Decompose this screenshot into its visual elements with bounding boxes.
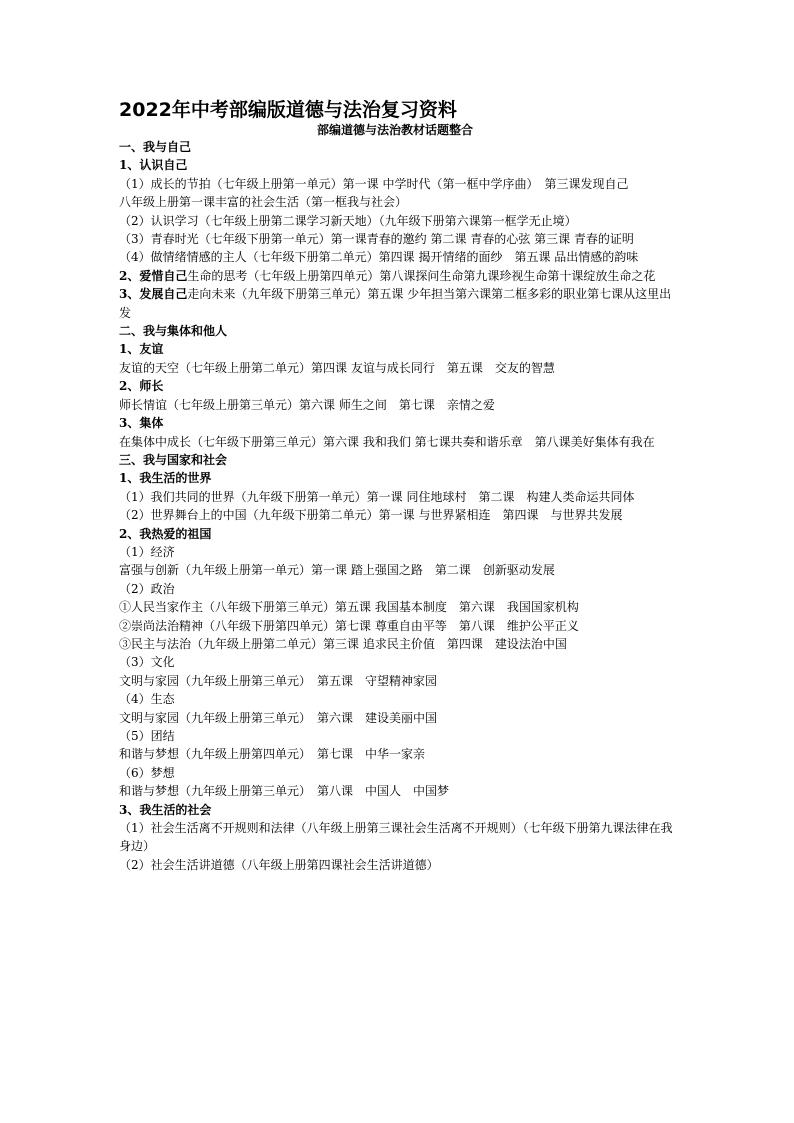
- section-heading: 一、我与自己: [119, 140, 192, 154]
- body-paragraph: 文明与家园（九年级上册第三单元） 第六课 建设美丽中国: [119, 710, 438, 725]
- section-heading: 三、我与国家和社会: [119, 452, 228, 467]
- body-paragraph: （2）认识学习（七年级上册第二课学习新天地）（九年级下册第六课第一框学无止境）: [119, 213, 577, 228]
- body-paragraph: （4）做情绪情感的主人（七年级下册第二单元）第四课 揭开情绪的面纱 第五课 品出情感的韵味: [119, 250, 639, 265]
- body-paragraph: [119, 285, 679, 322]
- section-heading: 1、友谊: [119, 342, 164, 357]
- body-paragraph: 和谐与梦想（九年级上册第四单元） 第七课 中华一家亲: [119, 747, 426, 762]
- paragraph-rest: 生命的思考（七年级上册第四单元）第八课探问生命第九课珍视生命第十课绽放生命之花: [187, 268, 656, 283]
- document-page: [119, 98, 679, 874]
- body-paragraph: （1）社会生活离不开规则和法律（八年级上册第三课社会生活离不开规则）（七年级下册第九课法律在我身边）: [119, 821, 673, 854]
- body-paragraph: （2）社会生活讲道德（八年级上册第四课社会生活讲道德）: [119, 857, 439, 872]
- body-paragraph: （5）团结: [119, 729, 175, 743]
- body-paragraph: （1）经济: [119, 544, 175, 559]
- body-paragraph: 八年级上册第一课丰富的社会生活（第一框我与社会）: [119, 195, 408, 210]
- body-paragraph: 友谊的天空（七年级上册第二单元）第四课 友谊与成长同行 第五课 交友的智慧: [119, 360, 555, 375]
- body-paragraph: ③民主与法治（九年级上册第二单元）第三课 追求民主价值 第四课 建设法治中国: [119, 636, 567, 651]
- body-paragraph: ②崇尚法治精神（八年级下册第四单元）第七课 尊重自由平等 第八课 维护公平正义: [119, 618, 579, 633]
- body-paragraph: （1）成长的节拍（七年级上册第一单元）第一课 中学时代（第一框中学序曲） 第三课发现自己: [119, 176, 629, 191]
- section-heading: 2、师长: [119, 379, 164, 394]
- body-paragraph: ①人民当家作主（八年级下册第三单元）第五课 我国基本制度 第六课 我国国家机构: [119, 600, 579, 615]
- body-paragraph: （3）青春时光（七年级下册第一单元）第一课青春的邀约 第二课 青春的心弦 第三课 青春的证明: [119, 232, 634, 247]
- paragraph-lead: 3、发展自己: [119, 287, 188, 302]
- section-heading: 2、我热爱的祖国: [119, 526, 212, 541]
- body-paragraph: 和谐与梦想（九年级上册第三单元） 第八课 中国人 中国梦: [119, 784, 450, 799]
- section-heading: 1、我生活的世界: [119, 471, 212, 486]
- body-paragraph: 文明与家园（九年级上册第三单元） 第五课 守望精神家园: [119, 673, 438, 688]
- body-paragraph: 师长情谊（七年级上册第三单元）第六课 师生之间 第七课 亲情之爱: [119, 397, 495, 412]
- document-subtitle: 部编道德与法治教材话题整合: [317, 123, 474, 137]
- document-title: 2022年中考部编版道德与法治复习资料: [119, 99, 457, 121]
- paragraph-rest: 走向未来（九年级下册第三单元）第五课 少年担当第六课第二框多彩的职业第七课从这里出发: [119, 287, 672, 320]
- body-paragraph: [119, 267, 679, 285]
- body-paragraph: 在集体中成长（七年级下册第三单元）第六课 我和我们 第七课共奏和谐乐章 第八课美好集体有我在: [119, 434, 655, 449]
- paragraph-lead: 2、爱惜自己: [119, 268, 188, 283]
- document-body: [119, 138, 679, 874]
- section-heading: 3、我生活的社会: [119, 802, 212, 817]
- body-paragraph: （3）文化: [119, 655, 175, 670]
- section-heading: 二、我与集体和他人: [119, 324, 228, 339]
- body-paragraph: （1）我们共同的世界（九年级下册第一单元）第一课 同住地球村 第二课 构建人类命运共同体: [119, 489, 635, 504]
- body-paragraph: （2）政治: [119, 581, 175, 596]
- section-heading: 3、集体: [119, 416, 164, 431]
- body-paragraph: （2）世界舞台上的中国（九年级下册第二单元）第一课 与世界紧相连 第四课 与世界共发展: [119, 508, 623, 523]
- body-paragraph: （4）生态: [119, 692, 175, 707]
- body-paragraph: （6）梦想: [119, 765, 175, 780]
- body-paragraph: 富强与创新（九年级上册第一单元）第一课 踏上强国之路 第二课 创新驱动发展: [119, 563, 555, 578]
- section-heading: 1、认识自己: [119, 158, 188, 173]
